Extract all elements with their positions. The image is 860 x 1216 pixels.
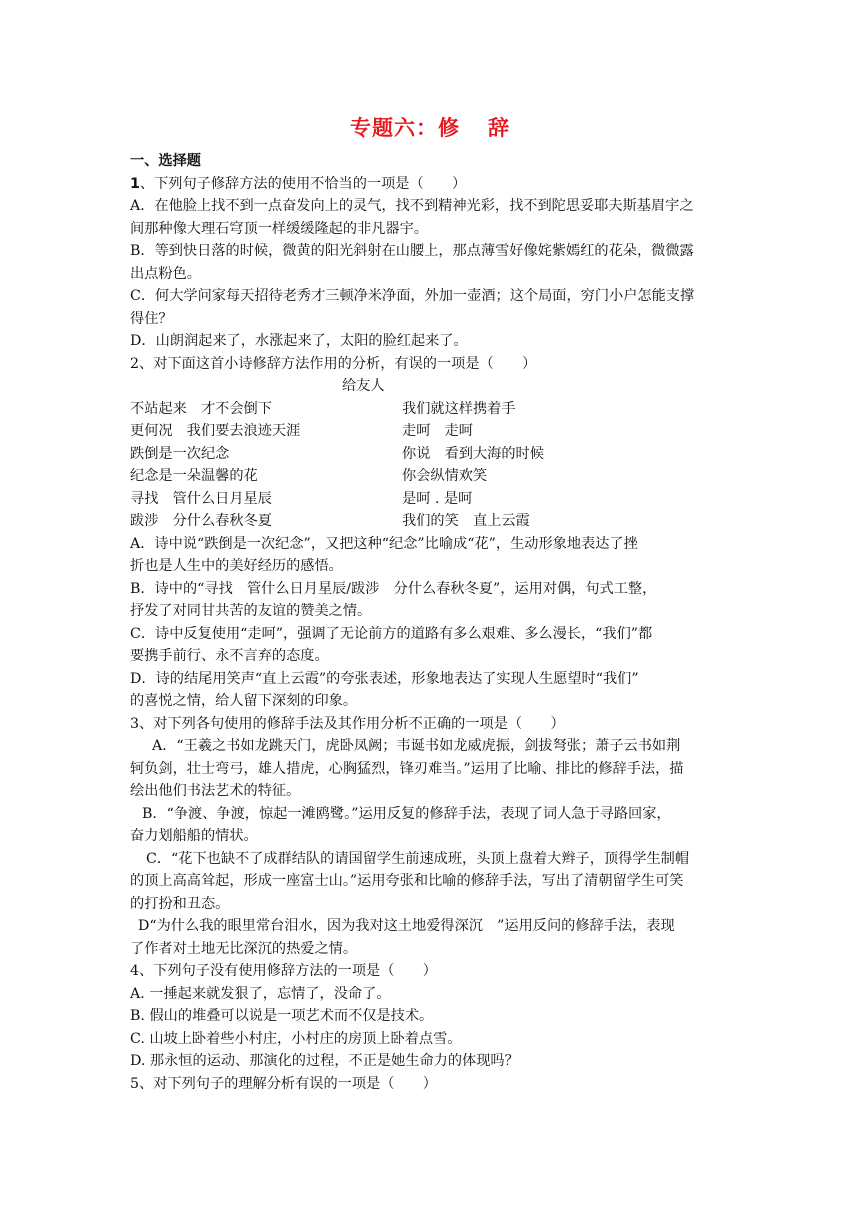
q3-option-a-line-3: 绘出他们书法艺术的特征。 bbox=[130, 783, 301, 799]
poem-line: 你会纵情欢笑 bbox=[402, 468, 488, 484]
title-part-2: 辞 bbox=[488, 116, 510, 140]
q1-option-b-line-1: B．等到快日落的时候，微黄的阳光斜射在山腰上，那点薄雪好像姹紫嫣红的花朵，微微露 bbox=[130, 243, 694, 259]
question-2-stem: 2、对下面这首小诗修辞方法作用的分析，有误的一项是（ ） bbox=[130, 355, 537, 372]
q2-option-b-line-1: B．诗中的“寻找 管什么日月星辰/跋涉 分什么春秋冬夏”，运用对偶，句式工整， bbox=[130, 580, 657, 597]
question-5-stem: 5、对下列句子的理解分析有误的一项是（ ） bbox=[130, 1075, 437, 1092]
q3-option-b-line-2: 奋力划船船的情状。 bbox=[130, 828, 258, 844]
q2-option-a-line-2: 折也是人生中的美好经历的感悟。 bbox=[130, 558, 343, 574]
poem-line: 跌倒是一次纪念 bbox=[130, 445, 230, 462]
q4-option-b: B. 假山的堆叠可以说是一项艺术而不仅是技术。 bbox=[130, 1008, 434, 1024]
q2-option-c-line-1: C．诗中反复使用“走呵”，强调了无论前方的道路有多么艰难、多么漫长，“我们”都 bbox=[130, 625, 653, 642]
q4-option-a: A. 一捶起来就发狠了，忘情了，没命了。 bbox=[130, 985, 391, 1002]
q1-option-b-line-2: 出点粉色。 bbox=[130, 265, 201, 282]
document-body bbox=[130, 150, 730, 1095]
q3-option-d-line-2: 了作者对土地无比深沉的热爱之情。 bbox=[130, 940, 358, 957]
q3-option-b-line-1: B．“争渡、争渡，惊起一滩鸥鹭。”运用反复的修辞手法，表现了词人急于寻路回家， bbox=[142, 805, 671, 822]
q2-option-b-line-2: 抒发了对同甘共苦的友谊的赞美之情。 bbox=[130, 603, 372, 619]
question-1-stem-text: 、下列句子修辞方法的使用不恰当的一项是（ ） bbox=[139, 175, 467, 192]
q1-option-c-line-1: C．何大学问家每天招待老秀才三顿净米净面，外加一壶酒；这个局面，穷门小户怎能支撑 bbox=[130, 288, 695, 304]
section-heading: 一、选择题 bbox=[130, 153, 201, 169]
poem-line: 跋涉 分什么春秋冬夏 bbox=[130, 513, 272, 529]
question-1-stem bbox=[130, 173, 730, 196]
q2-option-d-line-2: 的喜悦之情，给人留下深刻的印象。 bbox=[130, 693, 358, 709]
q3-option-a-line-2: 轲负剑，壮士弯弓，雄人措虎，心胸猛烈，锋刃难当。”运用了比喻、排比的修辞手法，描 bbox=[130, 760, 684, 777]
poem-line: 你说 看到大海的时候 bbox=[402, 445, 544, 462]
q4-option-d: D. 那永恒的运动、那演化的过程，不正是她生命力的体现吗？ bbox=[130, 1053, 519, 1069]
title-part-1: 专题六：修 bbox=[350, 116, 460, 140]
q3-option-a-line-1: A．“王羲之书如龙跳天门，虎卧凤阙；韦诞书如龙威虎振，剑拔弩张；萧子云书如荆 bbox=[152, 738, 681, 754]
question-4-stem: 4、下列句子没有使用修辞方法的一项是（ ） bbox=[130, 963, 437, 979]
q3-option-d-line-1: D“为什么我的眼里常台泪水，因为我对这土地爱得深沉 ”运用反问的修辞手法，表现 bbox=[138, 918, 675, 934]
q2-option-c-line-2: 要携手前行、永不言弃的态度。 bbox=[130, 648, 329, 664]
poem-line: 纪念是一朵温馨的花 bbox=[130, 468, 258, 484]
q3-option-c-line-2: 的顶上高高耸起，形成一座富士山。”运用夸张和比喻的修辞手法，写出了清朝留学生可笑 bbox=[130, 873, 684, 889]
poem bbox=[130, 398, 730, 533]
q1-option-c-line-2: 得住？ bbox=[130, 310, 173, 327]
poem-line: 我们的笑 直上云霞 bbox=[402, 513, 530, 529]
poem-line: 走呵 走呵 bbox=[402, 423, 473, 439]
poem-line: 寻找 管什么日月星辰 bbox=[130, 490, 272, 507]
q4-option-c: C. 山坡上卧着些小村庄，小村庄的房顶上卧着点雪。 bbox=[130, 1030, 462, 1047]
q1-option-d: D．山朗润起来了，水涨起来了，太阳的脸红起来了。 bbox=[130, 333, 468, 349]
question-3-stem: 3、对下列各句使用的修辞手法及其作用分析不正确的一项是（ ） bbox=[130, 715, 565, 732]
q3-option-c-line-1: C．“花下也缺不了成群结队的请国留学生前速成班，头顶上盘着大辫子，顶得学生制帽 bbox=[146, 850, 690, 867]
poem-line: 更何况 我们要去浪迹天涯 bbox=[130, 423, 301, 439]
q2-option-a-line-1: A．诗中说“跌倒是一次纪念”，又把这种“纪念”比喻成“花”，生动形象地表达了挫 bbox=[130, 535, 638, 552]
q1-option-a-line-1: A．在他脸上找不到一点奋发向上的灵气，找不到精神光彩，找不到陀思妥耶夫斯基眉宇之 bbox=[130, 198, 694, 214]
page-title bbox=[0, 112, 860, 142]
question-1-number: 1 bbox=[130, 175, 140, 192]
poem-title: 给友人 bbox=[342, 378, 385, 394]
q3-option-c-line-3: 的打扮和丑态。 bbox=[130, 895, 230, 912]
q1-option-a-line-2: 间那种像大理石穹顶一样缓缓隆起的非凡器宇。 bbox=[130, 220, 428, 237]
q2-option-d-line-1: D．诗的结尾用笑声“直上云霞”的夸张表述，形象地表达了实现人生愿望时“我们” bbox=[130, 670, 639, 687]
poem-line: 是呵 . 是呵 bbox=[402, 490, 473, 507]
poem-line: 我们就这样携着手 bbox=[402, 400, 516, 417]
poem-line: 不站起来 才不会倒下 bbox=[130, 400, 272, 417]
